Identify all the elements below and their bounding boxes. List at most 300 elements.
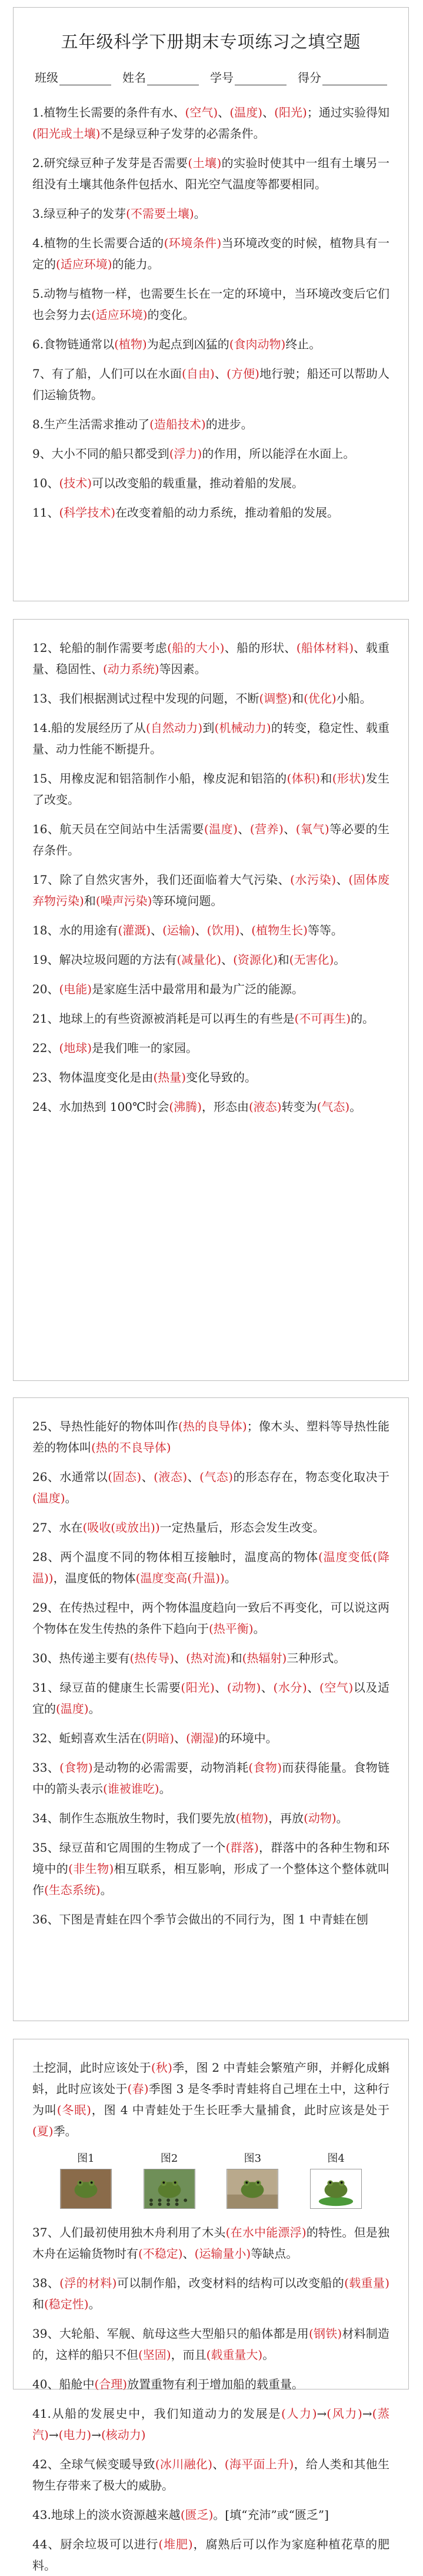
question-text: 11、 bbox=[32, 505, 59, 520]
answer-text: (调整) bbox=[259, 691, 292, 705]
question-item bbox=[32, 1837, 389, 1901]
question-item bbox=[32, 1067, 389, 1088]
question-item bbox=[32, 102, 389, 144]
question-text: 季，图 2 中青蛙会繁殖产卵，并孵化成蝌蚪，此时应该处于 bbox=[32, 2061, 390, 2096]
question-text: 16、航天员在空间站中生活需要 bbox=[32, 822, 204, 836]
question-item bbox=[32, 2374, 389, 2395]
question-text: 9、大小不同的船只都受到 bbox=[32, 447, 169, 461]
question-item bbox=[32, 502, 389, 523]
answer-text: (堆肥) bbox=[158, 2537, 193, 2551]
question-text: 29、在传热过程中，两个物体温度趋向一致后不再变化，可以说这两个物体在发生传热的条件下趋向于 bbox=[32, 1600, 389, 1636]
question-text: 终止。 bbox=[285, 337, 321, 351]
answer-text: (在水中能漂浮) bbox=[225, 2225, 307, 2239]
question-text: 等等。 bbox=[307, 923, 343, 937]
question-item bbox=[32, 443, 389, 464]
question-item bbox=[32, 1677, 389, 1719]
question-text: 的进步。 bbox=[205, 417, 253, 431]
answer-text: (固体废弃物污染) bbox=[32, 873, 390, 908]
question-text: 的特性。但是独木舟在运输货物时有 bbox=[32, 2225, 390, 2261]
answer-text: (环境条件) bbox=[164, 236, 222, 250]
question-text: 6.食物链通常以 bbox=[32, 337, 115, 351]
question-item bbox=[32, 2272, 389, 2315]
question-text: 、 bbox=[182, 2246, 195, 2261]
question-text: 、 bbox=[221, 953, 234, 967]
answer-text: (温度) bbox=[56, 1702, 89, 1716]
answer-text: (营养) bbox=[249, 822, 284, 836]
answer-text: (非生物) bbox=[68, 1862, 114, 1876]
question-text: 。 bbox=[100, 1883, 112, 1897]
question-text: 。 bbox=[159, 1782, 171, 1796]
question-text: 而获得能量。食物链中的箭头表示 bbox=[32, 1760, 390, 1796]
question-text: 20、 bbox=[32, 982, 59, 996]
question-text: ，图 4 中青蛙处于生长旺季大量捕食，此时应该是处于 bbox=[91, 2103, 389, 2117]
id-field bbox=[210, 68, 287, 85]
score-blank[interactable] bbox=[322, 72, 387, 85]
question-text: 放置重物有利于增加船的载重量。 bbox=[127, 2377, 304, 2391]
question-item bbox=[32, 414, 389, 435]
question-text: 38、 bbox=[32, 2276, 60, 2290]
question-text: 21、地球上的有些资源被消耗是可以再生的有些是 bbox=[32, 1011, 295, 1026]
question-item bbox=[32, 334, 389, 355]
answer-text: (生态系统) bbox=[44, 1883, 101, 1897]
answer-text: (浮力) bbox=[169, 447, 202, 461]
question-item bbox=[32, 1546, 389, 1589]
question-text: 变化导致的。 bbox=[186, 1070, 257, 1084]
answer-text: (温度) bbox=[229, 105, 263, 119]
answer-text: (运输) bbox=[162, 923, 195, 937]
question-text: 。 bbox=[65, 1491, 77, 1505]
question-text: 的形态存在，物态变化取决于 bbox=[233, 1470, 390, 1484]
question-list-1 bbox=[32, 102, 389, 523]
question-item bbox=[32, 363, 389, 405]
answer-text: (阳光) bbox=[181, 1680, 215, 1695]
question-item bbox=[32, 2323, 389, 2365]
question-text: 12、轮船的制作需要考虑 bbox=[32, 641, 168, 655]
question-text: 、 bbox=[307, 1680, 319, 1695]
question-text: 、 bbox=[283, 822, 296, 836]
answer-text: (空气) bbox=[185, 105, 218, 119]
question-text: 季图 3 是冬季时青蛙将自己埋在土中，这种行为叫 bbox=[32, 2082, 390, 2117]
frog-image bbox=[144, 2169, 195, 2209]
question-text: 2.研究绿豆种子发芽是否需要 bbox=[32, 156, 188, 170]
answer-text: (载重量) bbox=[344, 2276, 390, 2290]
answer-text: (电力) bbox=[58, 2428, 92, 2442]
question-text: 15、用橡皮泥和铝箔制作小船，橡皮泥和铝箔的 bbox=[32, 771, 287, 786]
question-text: 37、人们最初使用独木舟利用了木头 bbox=[32, 2225, 226, 2239]
question-item bbox=[32, 283, 389, 325]
question-text: ，温度低的物体 bbox=[53, 1571, 136, 1585]
answer-text: (动物) bbox=[227, 1680, 261, 1695]
question-text: 、 bbox=[214, 1680, 227, 1695]
question-text: 42、全球气候变暖导致 bbox=[32, 2457, 155, 2471]
question-text: 27、水在 bbox=[32, 1520, 83, 1535]
question-text: 三种形式。 bbox=[287, 1651, 346, 1665]
answer-text: (氧气) bbox=[295, 822, 329, 836]
answer-text: (群落) bbox=[225, 1841, 259, 1855]
answer-text: (船的大小) bbox=[167, 641, 225, 655]
question-item bbox=[32, 2222, 389, 2264]
question-text: 18、水的用途有 bbox=[32, 923, 118, 937]
question-text: ，腐熟后可以作为家庭种植花草的肥料。 bbox=[32, 2537, 390, 2572]
answer-text: (风力) bbox=[327, 2407, 362, 2421]
question-text: 转变为 bbox=[281, 1100, 317, 1114]
question-item bbox=[32, 1648, 389, 1669]
question-text: ，形态由 bbox=[201, 1100, 249, 1114]
question-text: 。 bbox=[194, 207, 206, 221]
question-text: 等缺点。 bbox=[251, 2246, 298, 2261]
answer-text: (阳光或土壤) bbox=[32, 127, 101, 141]
answer-text: (适应环境) bbox=[56, 257, 112, 271]
question-item bbox=[32, 2534, 389, 2576]
answer-text: (食物) bbox=[248, 1760, 282, 1775]
question-item bbox=[32, 1037, 389, 1059]
question-text: 的。 bbox=[351, 1011, 375, 1026]
question-text: 的能力。 bbox=[112, 257, 159, 271]
question-text: ，群落中的各种生物和环境中的 bbox=[32, 1841, 390, 1876]
frog-figure bbox=[60, 2150, 112, 2209]
question-text: 、 bbox=[174, 1651, 186, 1665]
answer-text: (人力) bbox=[281, 2407, 317, 2421]
question-text: 、 bbox=[187, 1470, 200, 1484]
answer-text: (资源化) bbox=[233, 953, 278, 967]
question-text: ，再放 bbox=[268, 1811, 304, 1825]
frog-image bbox=[60, 2169, 112, 2209]
answer-text: (液态) bbox=[154, 1470, 188, 1484]
question-item bbox=[32, 1008, 389, 1029]
answer-text: (温度变高(升温)) bbox=[135, 1571, 225, 1585]
question-item bbox=[32, 203, 389, 224]
answer-text: (食肉动物) bbox=[229, 337, 286, 351]
question-text: 3.绿豆种子的发芽 bbox=[32, 207, 126, 221]
question-text: 7、有了船，人们可以在水面 bbox=[32, 367, 182, 381]
frog-image bbox=[227, 2169, 278, 2209]
question-text: 33、 bbox=[32, 1760, 60, 1775]
question-text: 等因素。 bbox=[159, 662, 206, 676]
question-text: 43.地球上的淡水资源越来越 bbox=[32, 2508, 181, 2522]
question-text: 可以制作船，改变材料的结构可以改变船的 bbox=[116, 2276, 345, 2290]
answer-text: (不需要土壤) bbox=[126, 207, 194, 221]
answer-text: (无害化) bbox=[289, 953, 334, 967]
answer-text: (固态) bbox=[108, 1470, 142, 1484]
figure-label: 图4 bbox=[327, 2152, 345, 2165]
answer-text: (饮用) bbox=[206, 923, 240, 937]
answer-text: (优化) bbox=[304, 691, 337, 705]
question-text: 40、船舱中 bbox=[32, 2377, 95, 2391]
question-text: 10、 bbox=[32, 476, 59, 490]
question-item bbox=[32, 1517, 389, 1538]
question-item bbox=[32, 1757, 389, 1799]
question-text: ，而且 bbox=[171, 2348, 206, 2362]
question-text: 、载重量、稳固性、 bbox=[32, 641, 390, 676]
question-text: 、 bbox=[239, 923, 252, 937]
question-text: 、 bbox=[212, 2457, 225, 2471]
answer-text: (电能) bbox=[59, 982, 92, 996]
answer-text: (机械动力) bbox=[214, 721, 271, 735]
question-text: 当环境改变的时候，植物具有一定的 bbox=[32, 236, 389, 271]
question-text: 44、厨余垃圾可以进行 bbox=[32, 2537, 159, 2551]
question-item bbox=[32, 2057, 389, 2142]
answer-text: (温度变低(降温)) bbox=[32, 1550, 390, 1585]
question-item bbox=[32, 920, 389, 941]
question-text: 39、大轮船、军舰、航母这些大型船只的船体都是用 bbox=[32, 2327, 309, 2341]
question-text: 等必要的生存条件。 bbox=[32, 822, 390, 857]
question-text: 和 bbox=[320, 771, 332, 786]
question-text: 、 bbox=[174, 1731, 186, 1745]
answer-text: (吸收(或放出)) bbox=[82, 1520, 160, 1535]
answer-text: (方便) bbox=[227, 367, 259, 381]
question-text: 。 bbox=[88, 2297, 101, 2311]
question-text: 、船的形状、 bbox=[224, 641, 297, 655]
frog-figure bbox=[310, 2150, 362, 2209]
question-text: 的环境中。 bbox=[218, 1731, 278, 1745]
question-item bbox=[32, 979, 389, 1000]
question-text: 小船。 bbox=[336, 691, 372, 705]
answer-text: (春) bbox=[127, 2082, 149, 2096]
student-info-row bbox=[35, 68, 387, 85]
question-text: 。 bbox=[224, 1571, 237, 1585]
answer-text: (钢铁) bbox=[309, 2327, 342, 2341]
question-text: 32、蚯蚓喜欢生活在 bbox=[32, 1731, 142, 1745]
question-text: 25、导热性能好的物体叫作 bbox=[32, 1419, 178, 1433]
question-text: 17、除了自然灾害外，我们还面临着大气污染、 bbox=[32, 873, 291, 887]
answer-text: (植物) bbox=[235, 1811, 269, 1825]
answer-text: (稳定性) bbox=[44, 2297, 89, 2311]
question-text: 、 bbox=[141, 1470, 154, 1484]
answer-text: (沸腾) bbox=[169, 1100, 202, 1114]
answer-text: (核动力) bbox=[101, 2428, 146, 2442]
question-list-2 bbox=[32, 637, 389, 1117]
question-text: 36、下图是青蛙在四个季节会做出的不同行为，图 1 中青蛙在刨 bbox=[32, 1912, 368, 1926]
section-card-1 bbox=[13, 7, 409, 601]
question-text: 、 bbox=[151, 923, 163, 937]
answer-text: (热对流) bbox=[186, 1651, 231, 1665]
question-item bbox=[32, 949, 389, 970]
question-text: 5.动物与植物一样，也需要生长在一定的环境中，当环境改变后它们也会努力去 bbox=[32, 287, 389, 322]
answer-text: (自然动力) bbox=[145, 721, 203, 735]
answer-text: (匮乏) bbox=[180, 2508, 214, 2522]
answer-text: (减量化) bbox=[176, 953, 222, 967]
question-text: 、 bbox=[218, 105, 230, 119]
answer-text: (秋) bbox=[151, 2061, 172, 2075]
answer-text: (体积) bbox=[287, 771, 321, 786]
question-text: ，给人类和其他生物生存带来了极大的威胁。 bbox=[32, 2457, 390, 2492]
question-text: → bbox=[91, 2428, 101, 2442]
answer-text: (自由) bbox=[181, 367, 215, 381]
id-blank[interactable] bbox=[235, 72, 287, 85]
answer-text: (海平面上升) bbox=[224, 2457, 294, 2471]
question-text: 、 bbox=[237, 822, 250, 836]
section-card-2 bbox=[13, 619, 409, 1381]
question-text: 19、解决垃圾问题的方法有 bbox=[32, 953, 177, 967]
question-text: 相互联系，相互影响，形成了一个整体这个整体就叫作 bbox=[32, 1862, 389, 1897]
answer-text: (食物) bbox=[59, 1760, 93, 1775]
question-text: 可以改变船的载重量，推动着船的发展。 bbox=[92, 476, 304, 490]
question-text: 35、绿豆苗和它周围的生物成了一个 bbox=[32, 1841, 226, 1855]
score-label: 得分 bbox=[298, 71, 321, 85]
answer-text: (灌溉) bbox=[118, 923, 151, 937]
frog-image bbox=[310, 2169, 362, 2209]
answer-text: (热传导) bbox=[129, 1651, 175, 1665]
question-text: 41.从船的发展史中，我们知道动力的发展是 bbox=[32, 2407, 281, 2421]
answer-text: (动力系统) bbox=[103, 662, 159, 676]
question-text: 4.植物的生长需要合适的 bbox=[32, 236, 164, 250]
class-label: 班级 bbox=[35, 71, 58, 85]
question-text: 和 bbox=[32, 2297, 44, 2311]
question-item bbox=[32, 818, 389, 861]
answer-text: (植物生长) bbox=[251, 923, 308, 937]
question-list-3 bbox=[32, 1416, 389, 1930]
question-text: 31、绿豆苗的健康生长需要 bbox=[32, 1680, 181, 1695]
question-text: 是我们唯一的家园。 bbox=[92, 1041, 198, 1055]
answer-text: (不稳定) bbox=[138, 2246, 183, 2261]
question-item bbox=[32, 1466, 389, 1509]
question-item bbox=[32, 1096, 389, 1117]
name-blank[interactable] bbox=[147, 72, 199, 85]
answer-text: (不可再生) bbox=[294, 1011, 351, 1026]
question-text: 地行驶；船还可以帮助人们运输货物。 bbox=[32, 367, 390, 402]
question-text: 。 bbox=[336, 1811, 348, 1825]
answer-text: (运输量小) bbox=[194, 2246, 251, 2261]
answer-text: (科学技术) bbox=[59, 505, 116, 520]
answer-text: (噪声污染) bbox=[95, 894, 152, 908]
answer-text: (温度) bbox=[204, 822, 238, 836]
question-text: 34、制作生态瓶放生物时，我们要先放 bbox=[32, 1811, 236, 1825]
question-text: 在改变着船的动力系统，推动着船的发展。 bbox=[115, 505, 339, 520]
question-item bbox=[32, 1597, 389, 1639]
answer-text: (水污染) bbox=[290, 873, 337, 887]
question-item bbox=[32, 1909, 389, 1930]
question-item bbox=[32, 717, 389, 760]
section-card-3 bbox=[13, 1397, 409, 2021]
question-text: 和 bbox=[230, 1651, 242, 1665]
answer-text: (船体材料) bbox=[296, 641, 354, 655]
question-item bbox=[32, 152, 389, 195]
question-text: 和 bbox=[277, 953, 289, 967]
question-item bbox=[32, 2504, 389, 2525]
score-field bbox=[298, 68, 387, 85]
question-text: 一定热量后，形态会发生改变。 bbox=[159, 1520, 325, 1535]
answer-text: (土壤) bbox=[188, 156, 222, 170]
id-label: 学号 bbox=[210, 71, 234, 85]
question-text: 14.船的发展经历了从 bbox=[32, 721, 146, 735]
answer-text: (热量) bbox=[153, 1070, 186, 1084]
answer-text: (地球) bbox=[59, 1041, 92, 1055]
answer-text: (热辐射) bbox=[242, 1651, 287, 1665]
question-item bbox=[32, 869, 389, 911]
question-text: 的变化。 bbox=[147, 308, 195, 322]
answer-text: (热的良导体) bbox=[178, 1419, 247, 1433]
question-text: 材料制造的，这样的船只不但 bbox=[32, 2327, 390, 2362]
question-text: 季。 bbox=[53, 2124, 77, 2138]
question-text: 22、 bbox=[32, 1041, 59, 1055]
answer-text: (热的不良导体) bbox=[91, 1440, 171, 1455]
answer-text: (夏) bbox=[32, 2124, 54, 2138]
answer-text: (冬眠) bbox=[56, 2103, 91, 2117]
answer-text: (载重量大) bbox=[206, 2348, 263, 2362]
answer-text: (形状) bbox=[332, 771, 366, 786]
question-text: 是家庭生活中最常用和最为广泛的能源。 bbox=[92, 982, 304, 996]
answer-text: (造船技术) bbox=[149, 417, 206, 431]
class-field bbox=[35, 68, 111, 85]
answer-text: (浮的材料) bbox=[59, 2276, 117, 2290]
name-field bbox=[122, 68, 199, 85]
section-card-4 bbox=[13, 2039, 409, 2572]
answer-text: (阴暗) bbox=[141, 1731, 175, 1745]
answer-text: (温度) bbox=[32, 1491, 65, 1505]
answer-text: (技术) bbox=[59, 476, 92, 490]
question-item bbox=[32, 2454, 389, 2496]
answer-text: (冰川融化) bbox=[155, 2457, 213, 2471]
question-text: → bbox=[317, 2407, 327, 2421]
question-text: 23、物体温度变化是由 bbox=[32, 1070, 154, 1084]
question-item bbox=[32, 637, 389, 680]
frog-figure bbox=[227, 2150, 278, 2209]
page-title: 五年级科学下册期末专项练习之填空题 bbox=[61, 32, 361, 52]
question-item bbox=[32, 1808, 389, 1829]
question-text: 、 bbox=[195, 923, 207, 937]
name-label: 姓名 bbox=[122, 71, 146, 85]
question-text: 土挖洞，此时应该处于 bbox=[32, 2061, 151, 2075]
question-item bbox=[32, 472, 389, 494]
answer-text: (植物) bbox=[114, 337, 147, 351]
question-text: 13、我们根据测试过程中发现的问题，不断 bbox=[32, 691, 259, 705]
answer-text: (热平衡) bbox=[209, 1622, 254, 1636]
frog-figure bbox=[144, 2150, 195, 2209]
question-text: 。 bbox=[349, 1100, 362, 1114]
question-text: 8.生产生活需求推动了 bbox=[32, 417, 150, 431]
question-text: 。 bbox=[334, 953, 346, 967]
question-item bbox=[32, 232, 389, 275]
answer-text: (合理) bbox=[94, 2377, 128, 2391]
answer-text: (气态) bbox=[317, 1100, 350, 1114]
question-text: ；像木头、塑料等导热性能差的物体叫 bbox=[32, 1419, 390, 1455]
answer-text: (阳光) bbox=[274, 105, 307, 119]
question-text: 。 bbox=[88, 1702, 101, 1716]
question-list-4 bbox=[32, 2057, 389, 2576]
answer-text: (坚固) bbox=[138, 2348, 171, 2362]
answer-text: (适应环境) bbox=[91, 308, 148, 322]
question-text: 以及适宜的 bbox=[32, 1680, 390, 1716]
question-text: ；通过实验得知 bbox=[307, 105, 390, 119]
question-text: 。 bbox=[262, 2348, 275, 2362]
question-item bbox=[32, 768, 389, 810]
question-text: 到 bbox=[202, 721, 215, 735]
question-text: 24、水加热到 100℃时会 bbox=[32, 1100, 169, 1114]
question-text: 的实验时使其中一组有土壤另一组没有土壤其他条件包括水、阳光空气温度等都要相同。 bbox=[32, 156, 390, 191]
question-item bbox=[32, 1416, 389, 1458]
answer-text: (气态) bbox=[199, 1470, 234, 1484]
class-blank[interactable] bbox=[59, 72, 111, 85]
answer-text: (动物) bbox=[304, 1811, 337, 1825]
answer-text: (液态) bbox=[248, 1100, 282, 1114]
question-text: 为起点到凶猛的 bbox=[146, 337, 229, 351]
question-text: 等环境问题。 bbox=[152, 894, 223, 908]
question-text: 。[填“充沛”或“匮乏”] bbox=[213, 2508, 329, 2522]
question-item bbox=[32, 1728, 389, 1749]
question-text: 26、水通常以 bbox=[32, 1470, 108, 1484]
question-text: 30、热传递主要有 bbox=[32, 1651, 130, 1665]
question-text: 的作用，所以能浮在水面上。 bbox=[202, 447, 355, 461]
figure-label: 图2 bbox=[160, 2152, 178, 2165]
question-text: → bbox=[362, 2407, 372, 2421]
answer-text: (谁被谁吃) bbox=[103, 1782, 159, 1796]
question-text: 发生了改变。 bbox=[32, 771, 390, 807]
question-text: 和 bbox=[292, 691, 304, 705]
answer-text: (水分) bbox=[273, 1680, 307, 1695]
answer-text: (潮湿) bbox=[186, 1731, 219, 1745]
question-text: 、 bbox=[261, 1680, 274, 1695]
answer-text: (蒸汽) bbox=[32, 2407, 390, 2442]
